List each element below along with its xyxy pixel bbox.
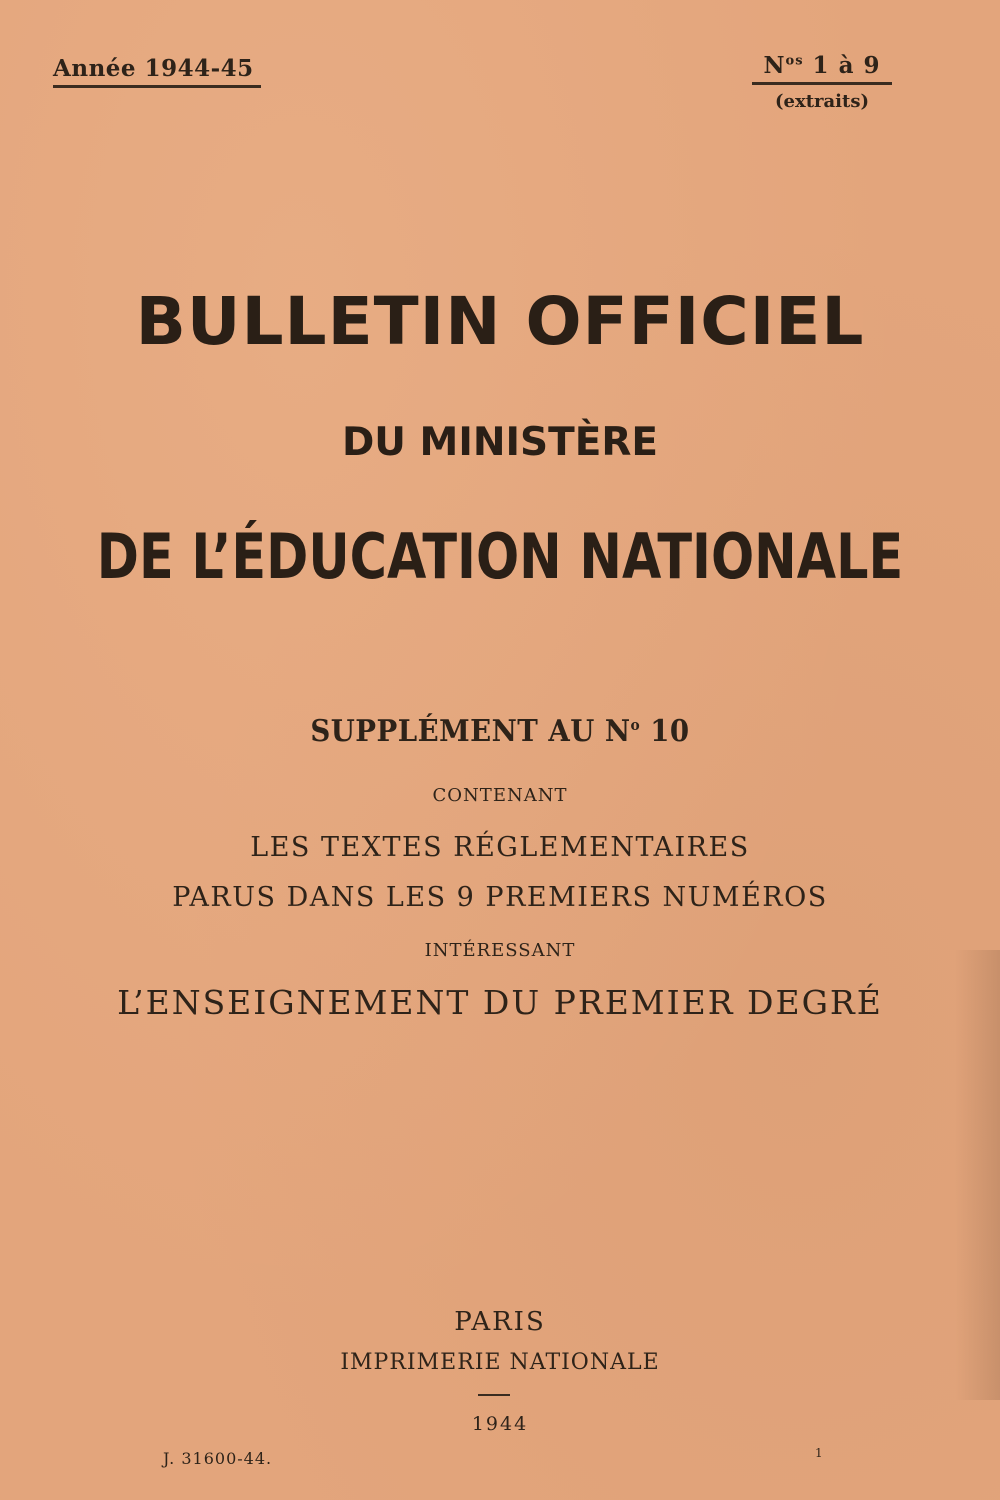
volume-year: Année 1944-45	[53, 55, 261, 88]
title-bulletin-officiel: BULLETIN OFFICIEL	[135, 283, 865, 360]
subject-line: L’ENSEIGNEMENT DU PREMIER DEGRÉ	[117, 983, 883, 1022]
supplement-heading: SUPPLÉMENT AU $N^o$ 10	[310, 714, 690, 749]
title-du-ministere: DU MINISTÈRE	[341, 420, 659, 465]
extracts-note: (extraits)	[775, 91, 869, 112]
issue-numbers: $N^{os}$ 1 à 9	[752, 52, 892, 85]
imprint-divider	[478, 1394, 510, 1396]
regulatory-texts-line: LES TEXTES RÉGLEMENTAIRES	[250, 832, 750, 863]
issue-block	[752, 52, 892, 112]
imprint-year: 1944	[471, 1413, 529, 1435]
print-reference: J. 31600-44.	[163, 1449, 273, 1468]
concerning-label: INTÉRESSANT	[424, 940, 576, 961]
published-issues-line: PARUS DANS LES 9 PREMIERS NUMÉROS	[172, 882, 828, 913]
imprint-printer: IMPRIMERIE NATIONALE	[340, 1350, 660, 1375]
page-number: 1	[815, 1446, 823, 1460]
imprint-city: PARIS	[454, 1307, 546, 1337]
containing-label: CONTENANT	[432, 785, 568, 806]
title-education-nationale: DE L’ÉDUCATION NATIONALE	[96, 520, 904, 593]
